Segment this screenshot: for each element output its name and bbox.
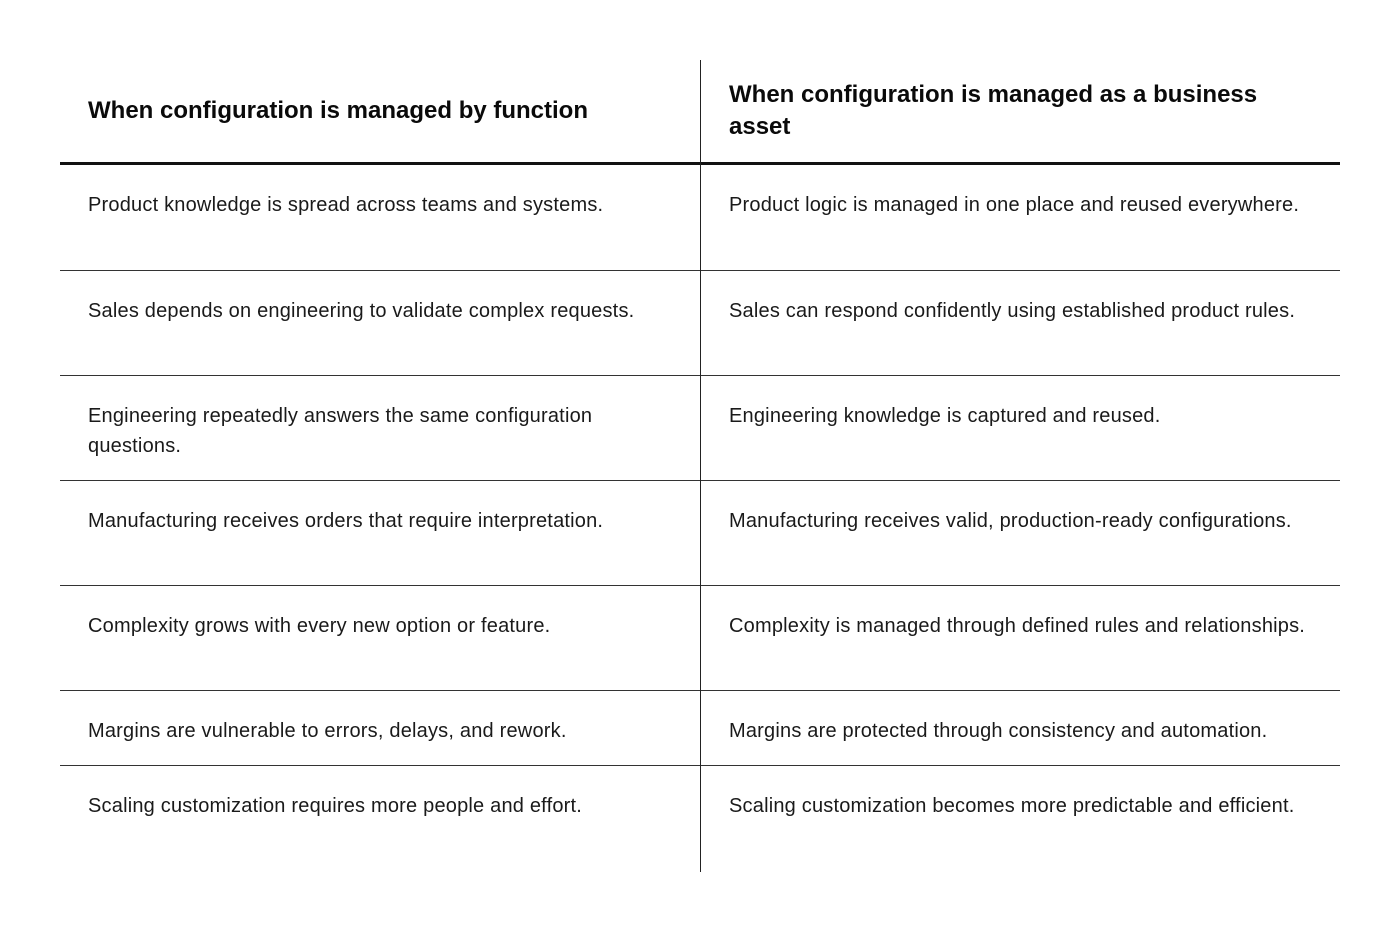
cell-by-function: Manufacturing receives orders that require interpretation. bbox=[88, 510, 604, 532]
cell-as-business-asset: Sales can respond confidently using established product rules. bbox=[729, 300, 1296, 322]
cell-as-business-asset: Complexity is managed through defined rules and relationships. bbox=[729, 615, 1306, 637]
cell-as-business-asset: Manufacturing receives valid, production-ready configurations. bbox=[729, 510, 1292, 532]
cell-as-business-asset: Scaling customization becomes more predictable and efficient. bbox=[729, 795, 1295, 817]
cell-by-function: Scaling customization requires more people and effort. bbox=[88, 795, 583, 817]
header-managed-by-function: When configuration is managed by function bbox=[88, 97, 589, 124]
cell-by-function: Sales depends on engineering to validate complex requests. bbox=[88, 300, 635, 322]
cell-as-business-asset: Product logic is managed in one place and reused everywhere. bbox=[729, 194, 1300, 216]
cell-as-business-asset: Engineering knowledge is captured and reused. bbox=[729, 405, 1161, 427]
comparison-table bbox=[60, 60, 1340, 870]
cell-by-function: Product knowledge is spread across teams and systems. bbox=[88, 194, 604, 216]
column-divider bbox=[700, 60, 701, 872]
cell-by-function: Complexity grows with every new option or feature. bbox=[88, 615, 551, 637]
cell-by-function: Margins are vulnerable to errors, delays, and rework. bbox=[88, 720, 567, 742]
cell-as-business-asset: Margins are protected through consistency and automation. bbox=[729, 720, 1268, 742]
header-managed-as-business-asset: When configuration is managed as a business asset bbox=[729, 81, 1258, 140]
cell-by-function: Engineering repeatedly answers the same configuration questions. bbox=[88, 405, 593, 457]
